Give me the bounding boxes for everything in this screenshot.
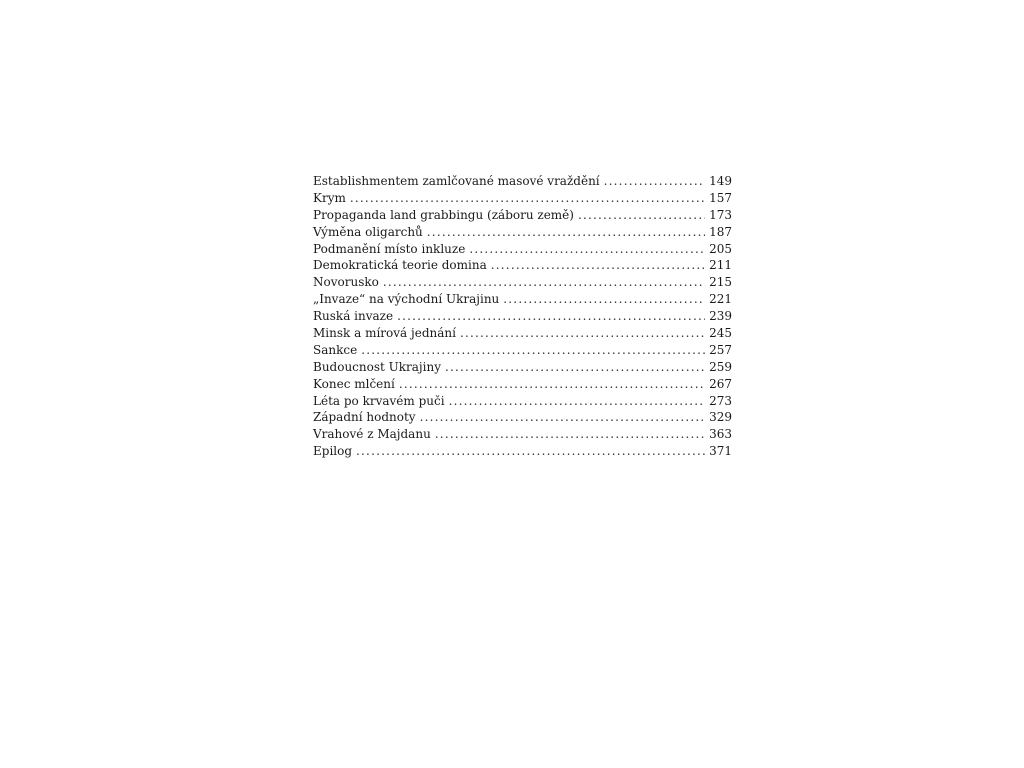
toc-entry-page: 205 [709,241,732,256]
toc-entry-page: 149 [709,174,732,188]
toc-entry [313,342,732,359]
toc-entry-title: Konec mlčení [313,376,395,391]
toc-entry-title: Podmanění místo inkluze [313,241,466,256]
toc-entry-title: Vrahové z Majdanu [313,427,431,442]
toc-dot-leader [399,376,705,393]
toc-entry [313,224,732,241]
toc-dot-leader [356,443,705,460]
toc-entry-page: 329 [709,410,732,425]
toc-dot-leader [420,409,706,426]
toc-dot-leader [397,308,705,325]
toc-entry-title: Epilog [313,444,353,459]
toc-entry-title: Výměna oligarchů [313,224,423,239]
toc-entry-page: 245 [709,326,732,341]
toc-entry-page: 363 [709,427,732,442]
toc-entry-page: 239 [709,309,732,324]
toc-entry-title: Novorusko [313,275,379,290]
toc-entry-title: Propaganda land grabbingu (záboru země) [313,207,574,222]
toc-entry-page: 259 [709,359,732,374]
toc-entry [313,409,732,426]
toc-entry [313,173,732,190]
toc-entry-page: 215 [709,275,732,290]
toc-entry-page: 221 [709,292,732,307]
toc-entry-title: Krym [313,190,346,205]
toc-entry-title: Ruská invaze [313,309,394,324]
toc-dot-leader [460,325,705,342]
toc-entry [313,207,732,224]
toc-entry-title: Minsk a mírová jednání [313,326,456,341]
toc-entry [313,426,732,443]
toc-entry-title: Establishmentem zamlčované masové vraždění [313,174,600,188]
toc-entry-page: 267 [709,376,732,391]
toc-dot-leader [361,342,705,359]
toc-entry-page: 187 [709,224,732,239]
toc-entry [313,274,732,291]
toc-entry-page: 257 [709,342,732,357]
toc-entry [313,376,732,393]
toc-dot-leader [578,207,705,224]
toc-entry [313,241,732,258]
toc-entry-page: 371 [709,444,732,459]
table-of-contents [313,173,732,460]
toc-entry [313,393,732,410]
toc-entry [313,325,732,342]
toc-entry [313,257,732,274]
toc-entry [313,291,732,308]
toc-dot-leader [383,274,705,291]
toc-entry [313,359,732,376]
toc-dot-leader [350,190,705,207]
toc-entry [313,443,732,460]
toc-dot-leader [449,393,706,410]
toc-dot-leader [445,359,705,376]
toc-entry [313,308,732,325]
toc-entry-title: Západní hodnoty [313,410,416,425]
toc-entry-page: 273 [709,393,732,408]
toc-entry-title: „Invaze“ na východní Ukrajinu [313,292,500,307]
toc-entry-page: 211 [709,258,732,273]
toc-dot-leader [427,224,705,241]
toc-entry-title: Sankce [313,342,358,357]
toc-entry-title: Budoucnost Ukrajiny [313,359,441,374]
toc-entry-page: 157 [709,190,732,205]
toc-dot-leader [491,257,705,274]
toc-dot-leader [469,241,705,258]
toc-entry-page: 173 [709,207,732,222]
toc-entry-title: Demokratická teorie domina [313,258,487,273]
toc-dot-leader [435,426,705,443]
toc-entry [313,190,732,207]
toc-dot-leader [503,291,705,308]
toc-dot-leader [604,173,705,190]
toc-entry-title: Léta po krvavém puči [313,393,445,408]
